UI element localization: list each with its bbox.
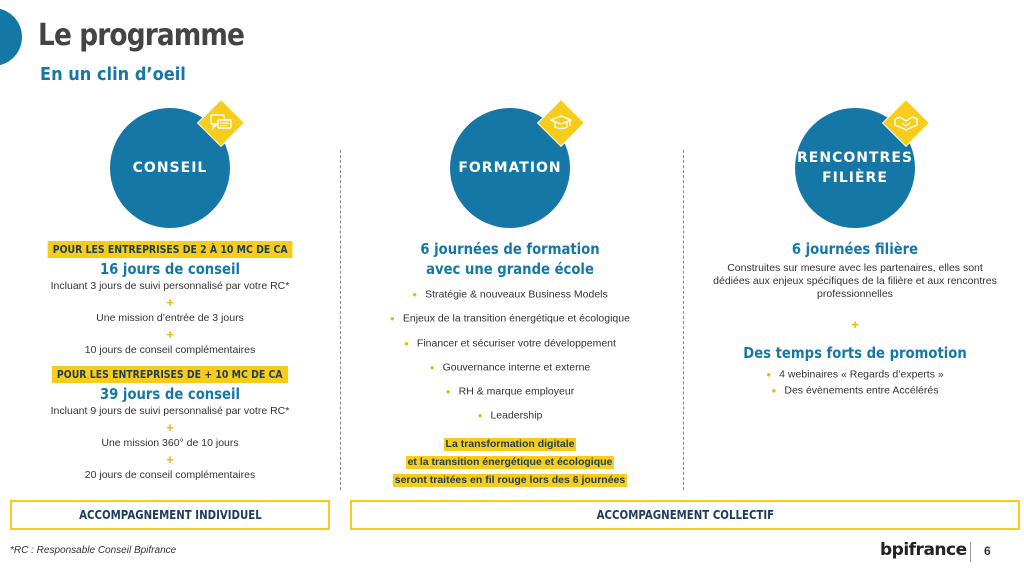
plus-sign: + [166, 327, 174, 342]
individual-support-box [10, 500, 330, 530]
formation-column [345, 100, 675, 488]
column-divider [683, 150, 684, 490]
page-number: 6 [984, 544, 991, 558]
highlight-line: La transformation digitale [445, 437, 575, 450]
rencontres-description: Construites sur mesure avec les partenaires, elles sont dédiées aux enjeux spécifiques de la filière et aux rencontres professionnelles [713, 262, 997, 300]
conseil-group-2 [10, 365, 330, 482]
promotion-list [690, 368, 1020, 398]
graduation-cap-icon [544, 106, 578, 140]
formation-title: FORMATION [458, 160, 562, 176]
highlight-note [345, 434, 675, 488]
segment-banner: POUR LES ENTREPRISES DE 2 À 10 MC DE CA [47, 241, 292, 258]
formation-badge [450, 108, 570, 228]
detail-line: 20 jours de conseil complémentaires [84, 469, 256, 481]
formation-topics [345, 288, 675, 423]
corner-decoration [0, 8, 22, 66]
list-item: ● Des évènements entre Accélérés [771, 384, 939, 397]
list-item: ● Leadership [477, 409, 543, 422]
formation-heading-line2: avec une grande école [426, 260, 594, 278]
detail-line: Incluant 9 jours de suivi personnalisé par votre RC* [50, 405, 290, 417]
detail-line: 10 jours de conseil complémentaires [84, 344, 256, 356]
plus-sign: + [166, 295, 174, 310]
segment-banner: POUR LES ENTREPRISES DE + 10 MC DE CA [52, 366, 288, 383]
list-item: ● Enjeux de la transition énergétique et écologique [390, 312, 630, 325]
collective-support-label: ACCOMPAGNEMENT COLLECTIF [596, 508, 774, 522]
column-divider [340, 150, 341, 490]
rencontres-title-line1: RENCONTRES [797, 150, 913, 166]
page-title: Le programme [38, 18, 245, 53]
detail-line: Une mission d’entrée de 3 jours [96, 312, 244, 324]
detail-line: Une mission 360° de 10 jours [101, 437, 239, 449]
rencontres-title-line2: FILIÈRE [822, 170, 888, 186]
rencontres-column [690, 100, 1020, 409]
rencontres-badge [795, 108, 915, 228]
promotion-heading: Des temps forts de promotion [743, 344, 967, 362]
highlight-line: et la transition énergétique et écologique [407, 455, 613, 468]
logo-divider [970, 542, 971, 562]
highlight-line: seront traitées en fil rouge lors des 6 journées [394, 473, 626, 486]
collective-support-box [350, 500, 1020, 530]
days-heading: 39 jours de conseil [99, 385, 241, 403]
plus-sign: + [166, 420, 174, 435]
conseil-group-1 [10, 240, 330, 357]
list-item: ● RH & marque employeur [445, 385, 575, 398]
handshake-icon [889, 106, 923, 140]
formation-heading-line1: 6 journées de formation [420, 240, 600, 258]
list-item: ● 4 webinaires « Regards d’experts » [766, 368, 944, 381]
chat-bubbles-icon [204, 106, 238, 140]
bpifrance-logo: bpifrance [880, 540, 967, 560]
individual-support-label: ACCOMPAGNEMENT INDIVIDUEL [78, 508, 262, 522]
plus-sign: + [166, 452, 174, 467]
conseil-badge [110, 108, 230, 228]
page-subtitle: En un clin d’oeil [40, 64, 186, 85]
detail-line: Incluant 3 jours de suivi personnalisé par votre RC* [50, 280, 290, 292]
days-heading: 16 jours de conseil [99, 260, 241, 278]
footnote: *RC : Responsable Conseil Bpifrance [10, 545, 177, 556]
conseil-title: CONSEIL [132, 160, 208, 176]
plus-sign: + [851, 317, 859, 332]
list-item: ● Stratégie & nouveaux Business Models [412, 288, 608, 301]
list-item: ● Gouvernance interne et externe [429, 361, 591, 374]
conseil-column [10, 100, 330, 484]
rencontres-heading: 6 journées filière [791, 240, 919, 258]
list-item: ● Financer et sécuriser votre développement [404, 336, 616, 349]
